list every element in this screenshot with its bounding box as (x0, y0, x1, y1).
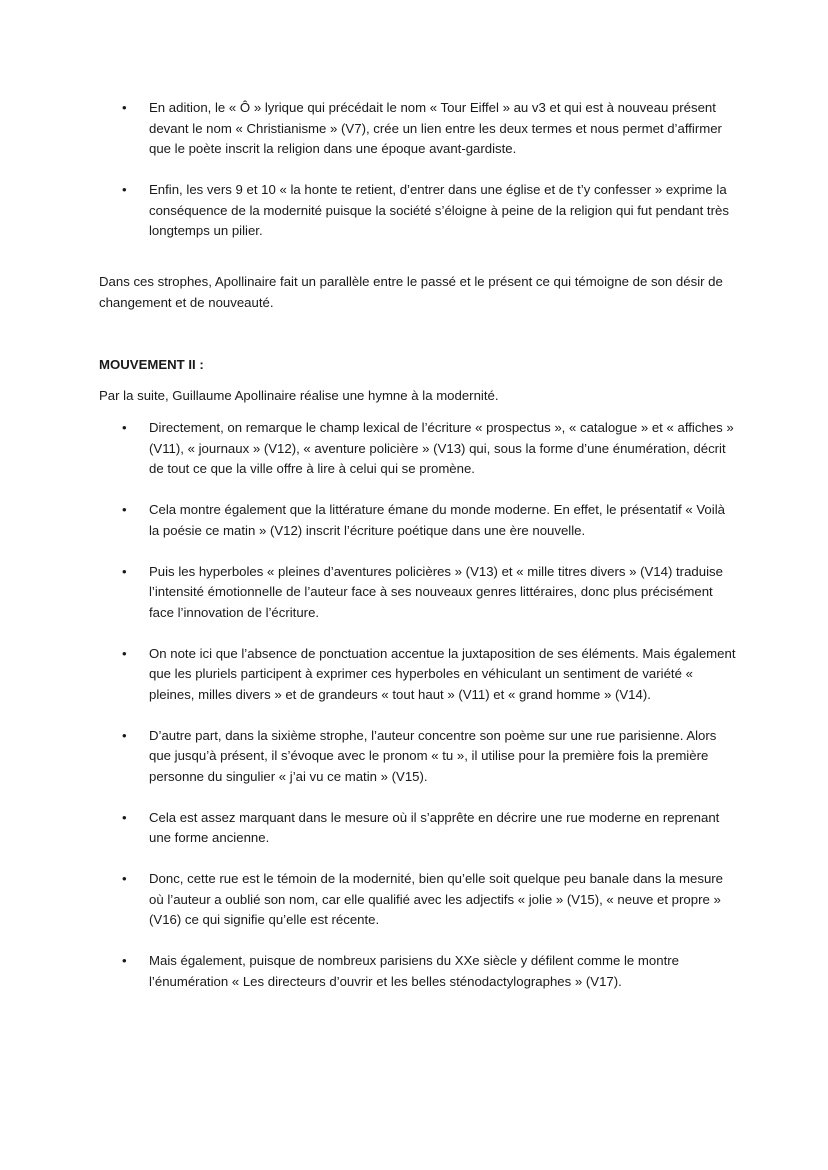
list-item-text: Puis les hyperboles « pleines d’aventures policières » (V13) et « mille titres divers » (V14) traduise l’intensité émotionnelle de l’auteur face à ses nouveaux genres littéraires, donc plus précisément face l’innovation de l’écriture. (149, 563, 723, 620)
bullet-icon: • (122, 182, 127, 197)
section-heading: MOUVEMENT II : (99, 357, 204, 372)
list-item-text: En adition, le « Ô » lyrique qui précédait le nom « Tour Eiffel » au v3 et qui est à nouveau présent devant le nom « Christianisme » (V7), crée un lien entre les deux termes et nous permet d’affirmer que le poète inscrit la religion dans une époque avant-gardiste. (149, 100, 722, 156)
list-item-text: Cela est assez marquant dans le mesure où il s’apprête en décrire une rue moderne en reprenant une forme ancienne. (149, 809, 720, 845)
bullet-list-section-1 (0, 98, 828, 262)
section-intro: Par la suite, Guillaume Apollinaire réalise une hymne à la modernité. (99, 388, 499, 403)
list-item-text: Cela montre également que la littérature émane du monde moderne. En effet, le présentatif « Voilà la poésie ce matin » (V12) inscrit l’écriture poétique dans une ère nouvelle. (149, 502, 725, 538)
list-item (0, 951, 828, 992)
bullet-icon: • (122, 100, 127, 115)
list-item (0, 726, 828, 788)
bullet-icon: • (122, 809, 127, 825)
list-item-text: D’autre part, dans la sixième strophe, l’auteur concentre son poème sur une rue parisienne. Alors que jusqu’à présent, il s’évoque avec le pronom « tu », il utilise pour la première fois la première personne du singulier « j’ai vu ce matin » (V15). (149, 727, 717, 784)
list-item (0, 98, 828, 160)
list-item-text: On note ici que l’absence de ponctuation accentue la juxtaposition de ses éléments. Mais également que les pluriels participent à exprimer ces hyperboles en véhiculant un sentiment de variété « pleines, milles divers » et de grandeurs « tout haut » (V11) et « grand homme » (V14). (149, 645, 736, 702)
bullet-icon: • (122, 420, 127, 435)
list-item (0, 562, 828, 624)
section-conclusion: Dans ces strophes, Apollinaire fait un parallèle entre le passé et le présent ce qui témoigne de son désir de changement et de nouveauté. (99, 274, 723, 310)
bullet-icon: • (122, 727, 127, 743)
bullet-icon: • (122, 871, 127, 886)
list-item (0, 808, 828, 849)
list-item-text: Enfin, les vers 9 et 10 « la honte te retient, d’entrer dans une église et de t’y confesser » exprime la conséquence de la modernité puisque la société s’éloigne à peine de la religion qui fut pendant très longtemps un pilier. (149, 182, 729, 238)
list-item-text: Directement, on remarque le champ lexical de l’écriture « prospectus », « catalogue » et « affiches » (V11), « journaux » (V12), « aventure policière » (V13) qui, sous la forme d’une énumération, décrit de tout ce que la ville offre à lire à celui qui se promène. (149, 420, 734, 476)
list-item-text: Mais également, puisque de nombreux parisiens du XXe siècle y défilent comme le montre l’énumération « Les directeurs d’ouvrir et les belles sténodactylographes » (V17). (149, 953, 679, 989)
list-item (0, 418, 828, 480)
bullet-icon: • (122, 563, 127, 579)
list-item (0, 180, 828, 242)
bullet-icon: • (122, 645, 127, 661)
list-item-text: Donc, cette rue est le témoin de la modernité, bien qu’elle soit quelque peu banale dans la mesure où l’auteur a oublié son nom, car elle qualifié avec les adjectifs « jolie » (V15), « neuve et propre » (V16) ce qui signifie qu’elle est récente. (149, 871, 724, 927)
bullet-icon: • (122, 953, 127, 968)
list-item (0, 500, 828, 541)
bullet-list-section-2 (0, 418, 828, 1013)
list-item (0, 644, 828, 706)
bullet-icon: • (122, 502, 127, 517)
list-item (0, 869, 828, 931)
